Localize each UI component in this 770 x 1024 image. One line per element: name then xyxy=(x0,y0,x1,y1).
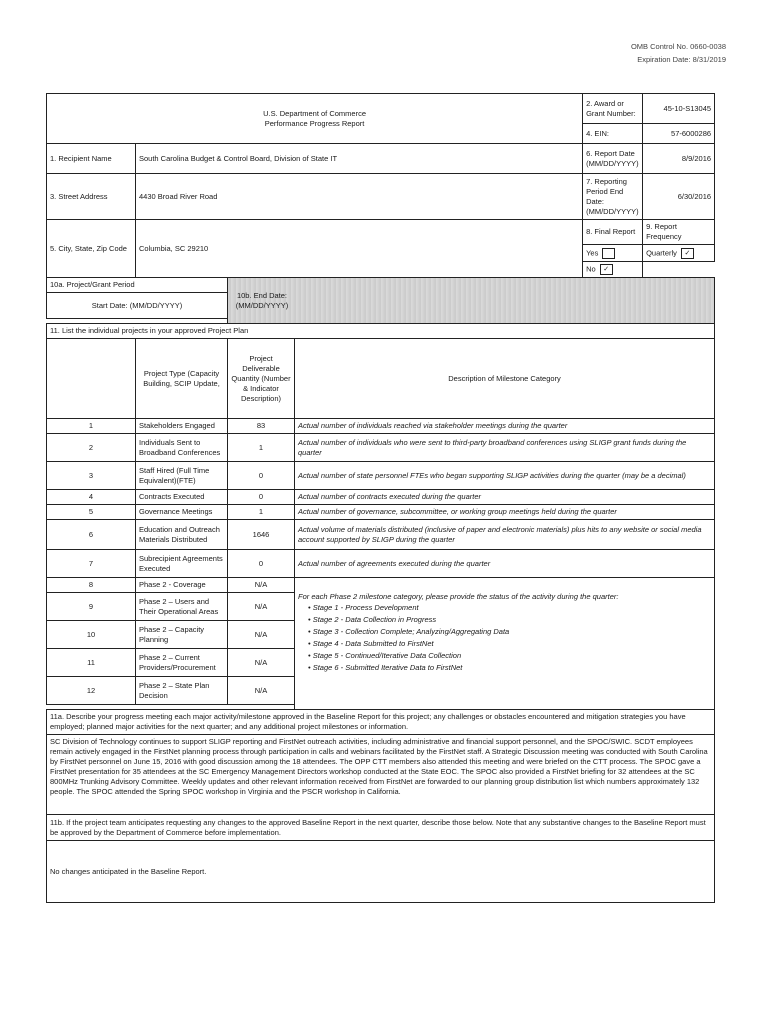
omb-control-number: OMB Control No. 0660-0038 xyxy=(630,42,726,51)
ein-label: 4. EIN: xyxy=(583,124,643,144)
blank-header-cell xyxy=(47,339,136,419)
projects-heading: 11. List the individual projects in your approved Project Plan xyxy=(47,324,715,339)
project-type: Staff Hired (Full Time Equivalent)(FTE) xyxy=(136,462,228,490)
quantity-header: Project Deliverable Quantity (Number & Indicator Description) xyxy=(228,339,295,419)
yes-label: Yes xyxy=(586,247,599,257)
section-11a-answer: SC Division of Technology continues to support SLIGP reporting and FirstNet outreach activities, including administrative and financial support personnel, and the SPOC/SWIC. SCDT employees remain actively engaged in the FirstNet planning process through participation in calls and webinars facilitated by the FirstNet staff. A Strategic Discussion meeting was conducted with South Carolina by FirstNet personnel on June 15, 2016 with good discussion among the 18 attendees. The OPP CTT members also attended this meeting and were briefed on the CTT process. The SPOC gave a FirstNet presentation for 35 attendees at the SC Emergency Management Directors workshop conducted at the State EOC. The SPOC also provided a FirstNet briefing for 32 attendees at the SC 800MHz Trunking Advisory Committee. Weekly updates and other relevant information received from FirstNet are forwarded to our planning group distribution list which numbers approximately 132 people. The SPOC attended the Spring SPOC workshop in Virginia and the PSCR workshop in California. xyxy=(47,735,715,815)
row-number: 2 xyxy=(47,434,136,462)
stage-item: • Stage 2 - Data Collection in Progress xyxy=(308,614,711,626)
row-number: 7 xyxy=(47,550,136,578)
project-type: Phase 2 - Coverage xyxy=(136,578,228,593)
project-quantity: N/A xyxy=(228,578,295,593)
project-type: Phase 2 – Capacity Planning xyxy=(136,621,228,649)
milestone-description: Actual number of state personnel FTEs who began supporting SLIGP activities during the quarter (may be a decimal) xyxy=(295,462,715,490)
row-number: 6 xyxy=(47,520,136,550)
recipient-name-label: 1. Recipient Name xyxy=(47,144,136,174)
report-name: Performance Progress Report xyxy=(264,118,365,128)
start-date-label: Start Date: (MM/DD/YYYY) xyxy=(47,293,228,319)
report-frequency-label: 9. Report Frequency xyxy=(643,220,715,245)
recipient-name-value: South Carolina Budget & Control Board, Division of State IT xyxy=(136,144,583,174)
shaded-area xyxy=(228,278,715,324)
row-number: 1 xyxy=(47,419,136,434)
project-type: Contracts Executed xyxy=(136,490,228,505)
stage-item: • Stage 4 - Data Submitted to FirstNet xyxy=(308,638,711,650)
milestone-description: Actual number of individuals reached via stakeholder meetings during the quarter xyxy=(295,419,715,434)
project-quantity: 1 xyxy=(228,434,295,462)
milestone-description: Actual volume of materials distributed (inclusive of paper and electronic materials) plus hits to any website or social media account supported by SLIGP during the quarter xyxy=(295,520,715,550)
yes-checkbox[interactable] xyxy=(602,248,615,259)
project-quantity: 0 xyxy=(228,490,295,505)
phase2-intro: For each Phase 2 milestone category, please provide the status of the activity during the quarter: xyxy=(298,592,619,601)
row-number: 4 xyxy=(47,490,136,505)
section-11b-question: 11b. If the project team anticipates requesting any changes to the approved Baseline Report in the next quarter, describe those below. Note that any substantive changes to the Baseline Report must be approved by the Department of Commerce before implementation. xyxy=(47,815,715,841)
stage-item: • Stage 3 - Collection Complete; Analyzing/Aggregating Data xyxy=(308,626,711,638)
final-report-no xyxy=(583,262,643,278)
row-number: 9 xyxy=(47,593,136,621)
department-name: U.S. Department of Commerce xyxy=(263,108,367,118)
row-number: 12 xyxy=(47,677,136,705)
report-frequency-quarterly xyxy=(643,245,715,262)
project-type: Stakeholders Engaged xyxy=(136,419,228,434)
project-type: Education and Outreach Materials Distributed xyxy=(136,520,228,550)
final-report-yes xyxy=(583,245,643,262)
project-quantity: N/A xyxy=(228,621,295,649)
project-type: Individuals Sent to Broadband Conferences xyxy=(136,434,228,462)
project-quantity: N/A xyxy=(228,677,295,705)
row-number: 3 xyxy=(47,462,136,490)
ein-value: 57-6000286 xyxy=(643,124,715,144)
project-period-label: 10a. Project/Grant Period xyxy=(47,278,228,293)
city-state-zip-value: Columbia, SC 29210 xyxy=(136,220,583,278)
milestone-description: Actual number of contracts executed during the quarter xyxy=(295,490,715,505)
phase2-stage-list xyxy=(298,602,711,674)
period-end-value: 6/30/2016 xyxy=(643,174,715,220)
milestone-description: Actual number of individuals who were sent to third-party broadband conferences using SLIGP grant funds during the quarter xyxy=(295,434,715,462)
milestone-description: Actual number of governance, subcommittee, or working group meetings held during the quarter xyxy=(295,505,715,520)
report-date-value: 8/9/2016 xyxy=(643,144,715,174)
milestone-description: Actual number of agreements executed during the quarter xyxy=(295,550,715,578)
project-type: Subrecipient Agreements Executed xyxy=(136,550,228,578)
project-type: Phase 2 – Users and Their Operational Areas xyxy=(136,593,228,621)
project-quantity: 0 xyxy=(228,550,295,578)
project-quantity: 0 xyxy=(228,462,295,490)
omb-control-block xyxy=(631,40,726,66)
quarterly-label: Quarterly xyxy=(646,247,677,257)
project-type: Phase 2 – State Plan Decision xyxy=(136,677,228,705)
end-date-label: 10b. End Date: (MM/DD/YYYY) xyxy=(235,291,289,310)
street-address-value: 4430 Broad River Road xyxy=(136,174,583,220)
section-11b-answer: No changes anticipated in the Baseline Report. xyxy=(47,841,715,903)
period-end-label: 7. Reporting Period End Date: (MM/DD/YYYY) xyxy=(583,174,643,220)
quarterly-checkbox[interactable]: ✓ xyxy=(681,248,694,259)
row-number: 5 xyxy=(47,505,136,520)
no-label: No xyxy=(586,264,596,274)
project-type: Governance Meetings xyxy=(136,505,228,520)
milestone-description-header: Description of Milestone Category xyxy=(295,339,715,419)
project-quantity: 83 xyxy=(228,419,295,434)
row-number: 11 xyxy=(47,649,136,677)
city-state-zip-label: 5. City, State, Zip Code xyxy=(47,220,136,278)
stage-item: • Stage 1 - Process Development xyxy=(308,602,711,614)
project-quantity: N/A xyxy=(228,593,295,621)
section-11a-question: 11a. Describe your progress meeting each major activity/milestone approved in the Baseline Report for this project; any challenges or obstacles encountered and mitigation strategies you have employed; planned major activities for the next quarter; and any additional project milestones or information. xyxy=(47,710,715,735)
final-report-label: 8. Final Report xyxy=(583,220,643,245)
project-type: Phase 2 – Current Providers/Procurement xyxy=(136,649,228,677)
phase2-status-cell xyxy=(295,578,715,710)
performance-progress-report-form xyxy=(46,93,715,903)
blank-cell xyxy=(643,262,715,278)
project-type-header: Project Type (Capacity Building, SCIP Update, xyxy=(136,339,228,419)
project-quantity: 1646 xyxy=(228,520,295,550)
row-number: 8 xyxy=(47,578,136,593)
no-checkbox[interactable]: ✓ xyxy=(600,264,613,275)
street-address-label: 3. Street Address xyxy=(47,174,136,220)
award-number-value: 45-10-S13045 xyxy=(643,94,715,124)
report-date-label: 6. Report Date (MM/DD/YYYY) xyxy=(583,144,643,174)
stage-item: • Stage 5 - Continued/Iterative Data Collection xyxy=(308,650,711,662)
project-quantity: 1 xyxy=(228,505,295,520)
stage-item: • Stage 6 - Submitted Iterative Data to FirstNet xyxy=(308,662,711,674)
omb-expiration-date: Expiration Date: 8/31/2019 xyxy=(637,55,726,64)
project-quantity: N/A xyxy=(228,649,295,677)
form-title xyxy=(47,94,583,144)
row-number: 10 xyxy=(47,621,136,649)
award-number-label: 2. Award or Grant Number: xyxy=(583,94,643,124)
